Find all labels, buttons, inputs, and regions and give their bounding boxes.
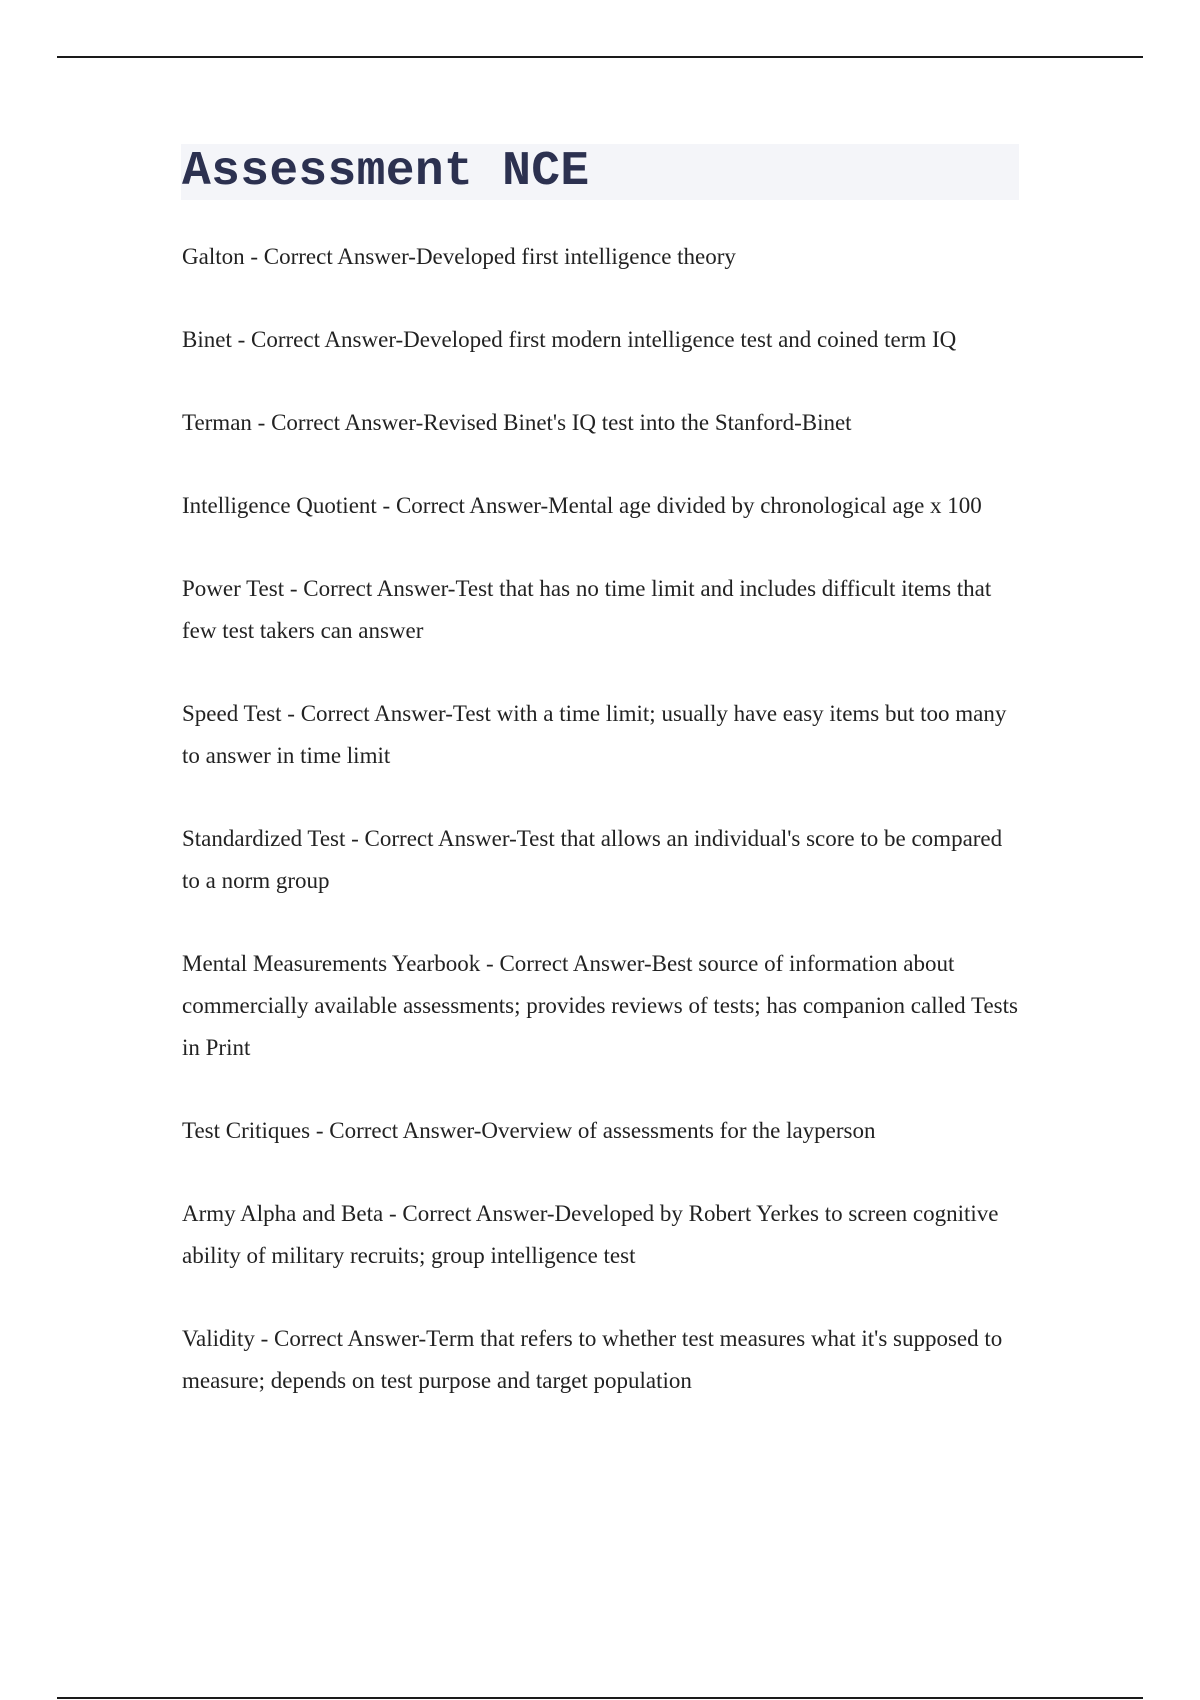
qa-item-standardized-test: Standardized Test - Correct Answer-Test that allows an individual's score to be compared to a norm group [182, 826, 1003, 893]
qa-item-speed-test: Speed Test - Correct Answer-Test with a time limit; usually have easy items but too many to answer in time limit [182, 701, 1007, 768]
qa-item-galton: Galton - Correct Answer-Developed first intelligence theory [182, 244, 736, 269]
top-rule [57, 56, 1143, 58]
qa-item-test-critiques: Test Critiques - Correct Answer-Overview of assessments for the layperson [182, 1118, 876, 1143]
document-title: Assessment NCE [182, 145, 590, 199]
qa-item-army-alpha-beta: Army Alpha and Beta - Correct Answer-Developed by Robert Yerkes to screen cognitive ability of military recruits; group intelligence test [182, 1201, 999, 1268]
bottom-rule [57, 1697, 1143, 1699]
qa-item-mental-measurements-yearbook: Mental Measurements Yearbook - Correct Answer-Best source of information about commercially available assessments; provides reviews of tests; has companion called Tests in Print [182, 951, 1018, 1060]
qa-item-intelligence-quotient: Intelligence Quotient - Correct Answer-Mental age divided by chronological age x 100 [182, 493, 982, 518]
qa-item-terman: Terman - Correct Answer-Revised Binet's IQ test into the Stanford-Binet [182, 410, 852, 435]
qa-list [182, 236, 1022, 1443]
qa-item-validity: Validity - Correct Answer-Term that refers to whether test measures what it's supposed to measure; depends on test purpose and target population [182, 1326, 1003, 1393]
qa-item-binet: Binet - Correct Answer-Developed first modern intelligence test and coined term IQ [182, 327, 957, 352]
qa-item-power-test: Power Test - Correct Answer-Test that has no time limit and includes difficult items that few test takers can answer [182, 576, 992, 643]
